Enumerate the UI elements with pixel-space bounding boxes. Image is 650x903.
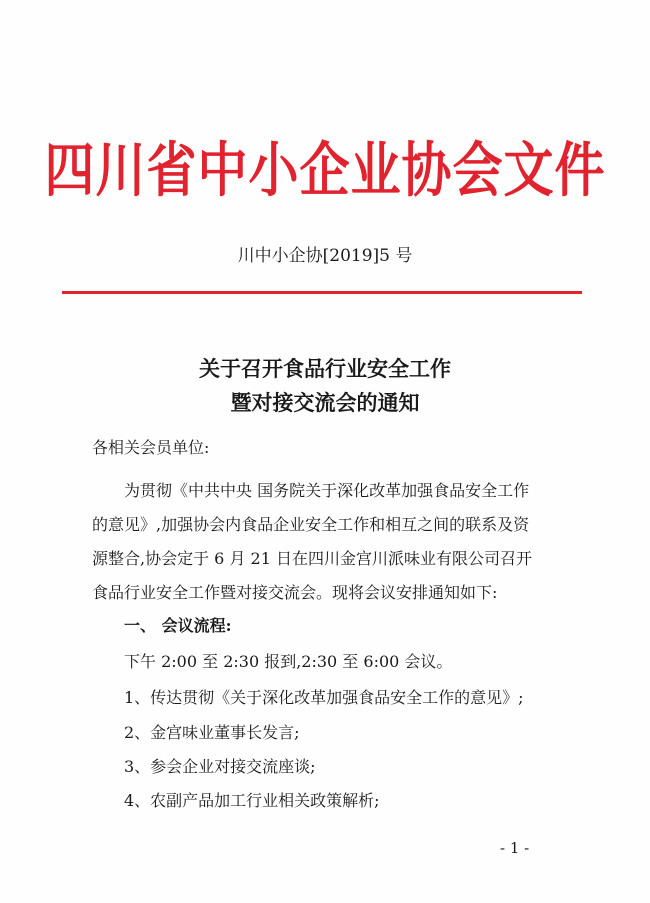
red-divider-line <box>62 291 582 294</box>
body-paragraph <box>92 474 572 610</box>
paragraph-line: 食品行业安全工作暨对接交流会。现将会议安排通知如下: <box>92 583 498 602</box>
agenda-item: 2、金宫味业董事长发言; <box>124 723 300 742</box>
paragraph-line: 源整合,协会定于 6 月 21 日在四川金宫川派味业有限公司召开 <box>92 549 532 568</box>
notice-title-line-2: 暨对接交流会的通知 <box>230 390 420 415</box>
salutation: 各相关会员单位: <box>92 438 210 457</box>
paragraph-line: 的意见》,加强协会内食品企业安全工作和相互之间的联系及资 <box>92 515 530 534</box>
agenda-item: 1、传达贯彻《关于深化改革加强食品安全工作的意见》; <box>124 688 524 707</box>
issuer-title: 四川省中小企业协会文件 <box>44 136 606 205</box>
notice-title-line-1: 关于召开食品行业安全工作 <box>199 356 451 381</box>
section-heading: 一、 会议流程: <box>124 616 232 635</box>
document-number: 川中小企协[2019]5 号 <box>237 246 413 266</box>
agenda-item: 4、农副产品加工行业相关政策解析; <box>124 791 380 810</box>
notice-title <box>0 352 650 420</box>
agenda-item: 3、参会企业对接交流座谈; <box>124 757 316 776</box>
schedule-line: 下午 2:00 至 2:30 报到,2:30 至 6:00 会议。 <box>124 652 453 671</box>
paragraph-line: 为贯彻《中共中央 国务院关于深化改革加强食品安全工作 <box>124 481 530 500</box>
page-number: - 1 - <box>500 839 530 857</box>
